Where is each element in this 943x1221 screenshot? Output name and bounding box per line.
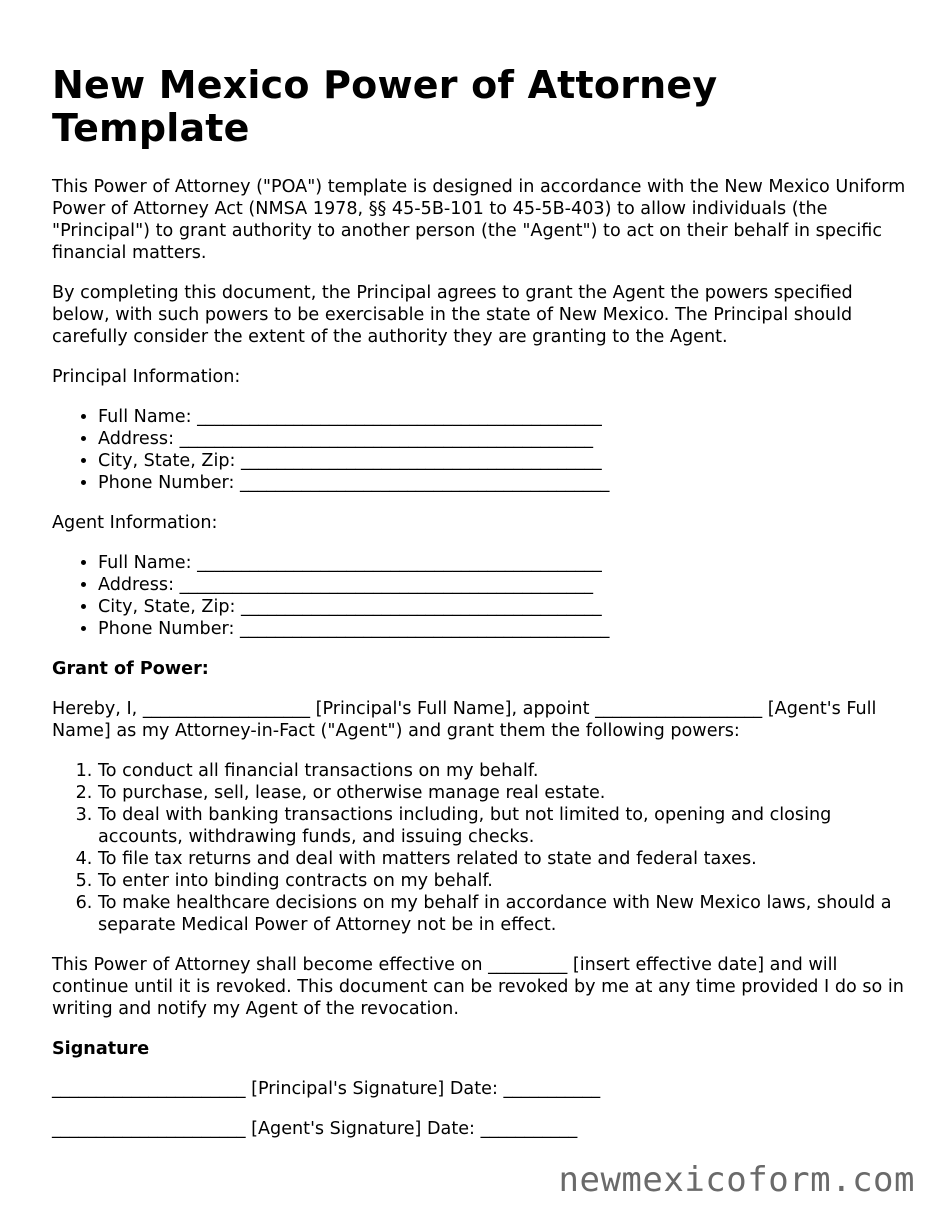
intro-paragraph-2: By completing this document, the Principal agrees to grant the Agent the powers specified below, with such powers to be exercisable in the state of New Mexico. The Principal should carefully consider the extent of the authority they are granting to the Agent. [52, 283, 853, 347]
power-item: 6. To make healthcare decisions on my behalf in accordance with New Mexico laws, should a separate Medical Power of Attorney not be in effect. [98, 892, 907, 936]
powers-list [52, 760, 907, 936]
agent-signature-line: ______________________ [Agent's Signature] Date: ___________ [52, 1119, 578, 1139]
agent-full-name-field: • Full Name: ______________________________________________ [98, 552, 907, 574]
agent-info-list [52, 552, 907, 640]
principal-info-heading: Principal Information: [52, 367, 241, 387]
document-title: New Mexico Power of Attorney Template [52, 63, 718, 150]
agent-address-field: • Address: _______________________________________________ [98, 574, 907, 596]
power-item: 1. To conduct all financial transactions on my behalf. [98, 760, 907, 782]
principal-full-name-field: • Full Name: ______________________________________________ [98, 406, 907, 428]
document-page [52, 64, 907, 1158]
power-item: 4. To file tax returns and deal with matters related to state and federal taxes. [98, 848, 907, 870]
agent-city-state-zip-field: • City, State, Zip: _________________________________________ [98, 596, 907, 618]
power-item: 3. To deal with banking transactions including, but not limited to, opening and closing accounts, withdrawing funds, and issuing checks. [98, 804, 907, 848]
principal-phone-field: • Phone Number: __________________________________________ [98, 472, 907, 494]
power-item: 5. To enter into binding contracts on my behalf. [98, 870, 907, 892]
principal-signature-line: ______________________ [Principal's Signature] Date: ___________ [52, 1079, 601, 1099]
intro-paragraph-1: This Power of Attorney ("POA") template is designed in accordance with the New Mexico Uniform Power of Attorney Act (NMSA 1978, §§ 45-5B-101 to 45-5B-403) to allow individuals (the "Principal") to grant authority to another person (the "Agent") to act on their behalf in specific financial matters. [52, 177, 906, 263]
principal-city-state-zip-field: • City, State, Zip: _________________________________________ [98, 450, 907, 472]
signature-heading: Signature [52, 1039, 150, 1059]
agent-info-heading: Agent Information: [52, 513, 218, 533]
principal-info-list [52, 406, 907, 494]
grant-statement: Hereby, I, ___________________ [Principal's Full Name], appoint ___________________ [Agent's Full Name] as my Attorney-in-Fact ("Agent") and grant them the following powers: [52, 699, 877, 741]
power-item: 2. To purchase, sell, lease, or otherwise manage real estate. [98, 782, 907, 804]
effective-date-paragraph: This Power of Attorney shall become effective on _________ [insert effective date] and will continue until it is revoked. This document can be revoked by me at any time provided I do so in writing and notify my Agent of the revocation. [52, 955, 904, 1019]
site-watermark: newmexicoform.com [558, 1160, 915, 1200]
principal-address-field: • Address: _______________________________________________ [98, 428, 907, 450]
agent-phone-field: • Phone Number: __________________________________________ [98, 618, 907, 640]
grant-of-power-heading: Grant of Power: [52, 659, 209, 679]
